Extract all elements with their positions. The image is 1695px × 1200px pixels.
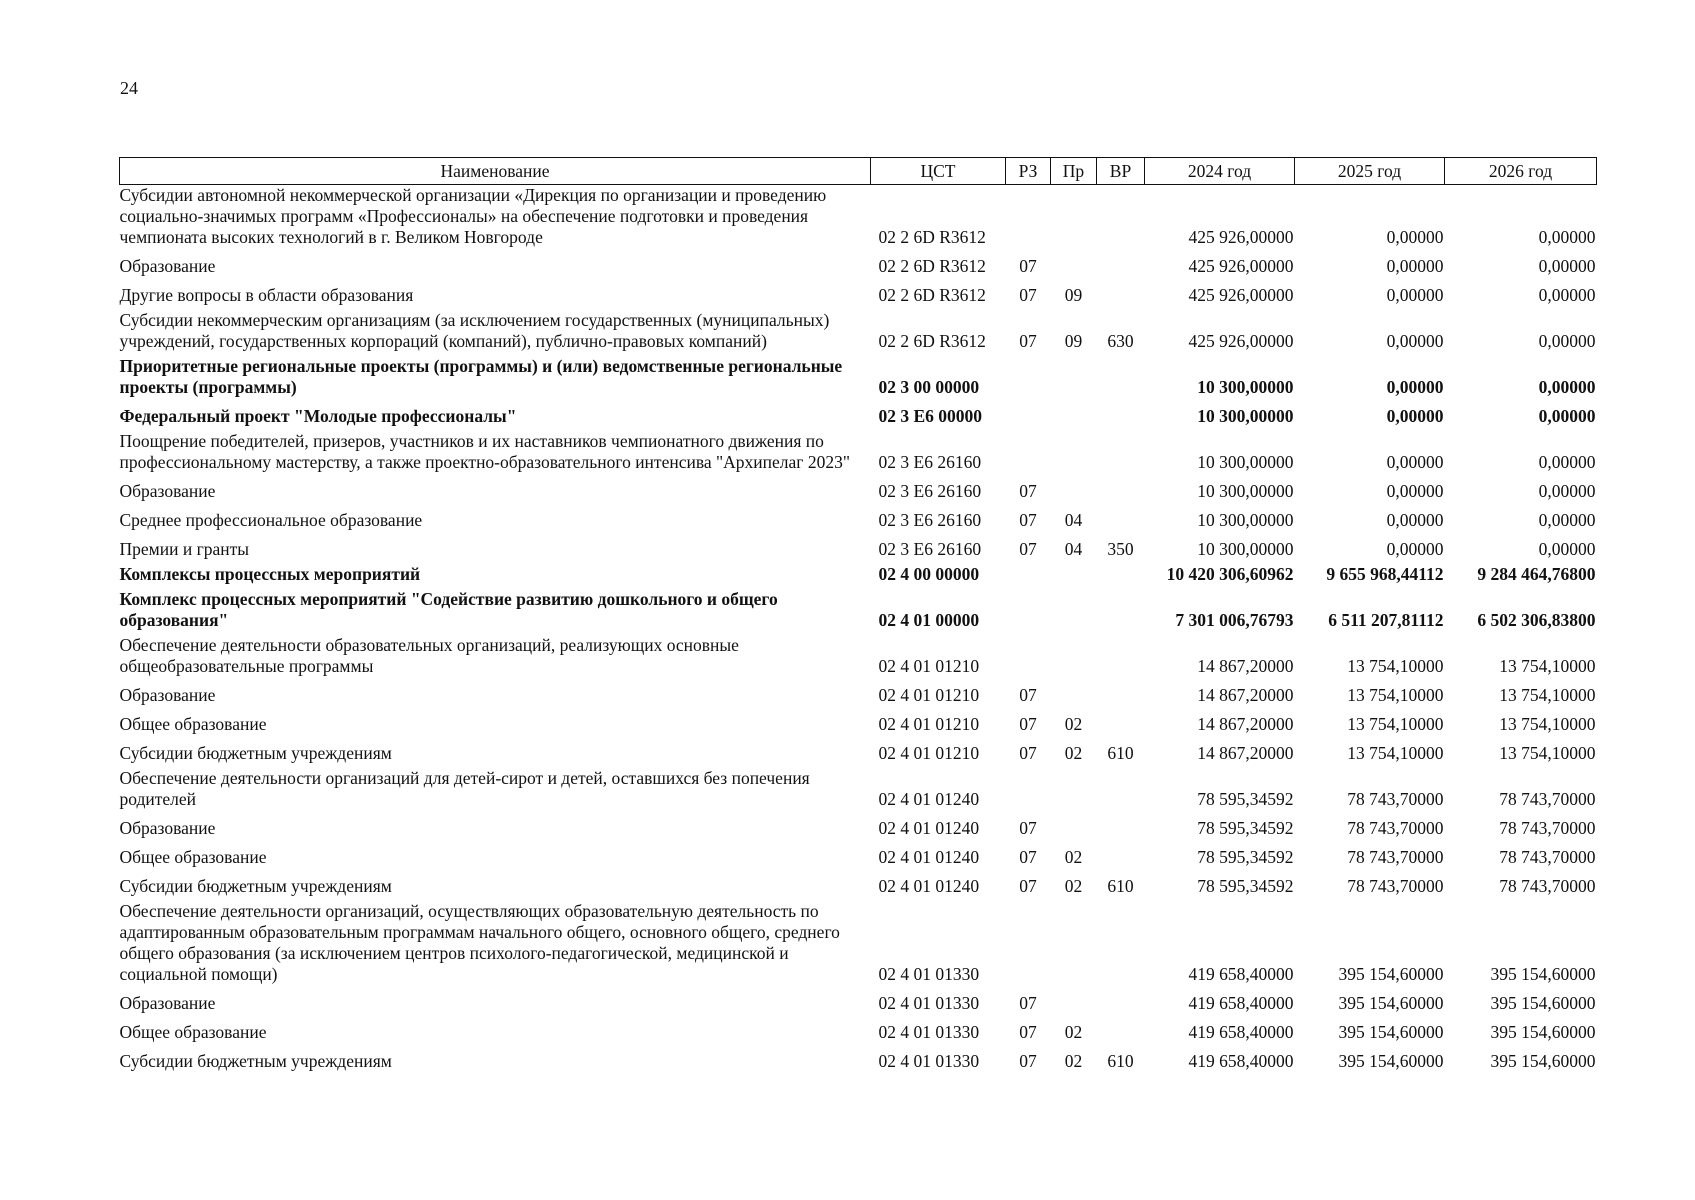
row-cst: 02 3 E6 26160 xyxy=(878,510,982,530)
row-rz: 07 xyxy=(1019,331,1037,351)
row-2026-value: 78 743,70000 xyxy=(1499,876,1596,896)
budget-table-container xyxy=(119,157,1596,1076)
row-2025-value: 0,00000 xyxy=(1386,510,1444,530)
row-name: Обеспечение деятельности образовательных организаций, реализующих основные общеобразовательные программы xyxy=(119,635,739,676)
row-vr xyxy=(1097,402,1145,431)
row-2026-value: 0,00000 xyxy=(1538,377,1596,397)
row-cst: 02 4 01 01240 xyxy=(878,876,980,896)
row-cst: 02 4 01 01210 xyxy=(878,743,980,763)
row-2026-value: 0,00000 xyxy=(1538,510,1596,530)
row-cst: 02 4 01 01240 xyxy=(878,818,980,838)
table-row xyxy=(120,535,1597,564)
row-name: Субсидии автономной некоммерческой организации «Дирекция по организации и проведению социально-значимых программ «Профессионалы» на обеспечение подготовки и проведения чемпионата высоких технологий в г. Великом Новгороде xyxy=(119,185,827,247)
row-pr xyxy=(1051,989,1097,1018)
header-pr: Пр xyxy=(1051,158,1097,185)
row-2025-value: 0,00000 xyxy=(1386,406,1444,426)
row-rz: 07 xyxy=(1019,510,1037,530)
row-2026-value: 0,00000 xyxy=(1538,227,1596,247)
row-pr xyxy=(1051,431,1097,477)
row-2024-value: 78 595,34592 xyxy=(1197,789,1294,809)
table-row xyxy=(120,431,1597,477)
row-vr xyxy=(1097,506,1145,535)
row-2024-value: 419 658,40000 xyxy=(1188,964,1294,984)
header-cst: ЦСТ xyxy=(871,158,1006,185)
row-cst: 02 2 6D R3612 xyxy=(878,256,986,276)
row-2026-value: 6 502 306,83800 xyxy=(1477,610,1596,630)
row-2024-value: 419 658,40000 xyxy=(1188,993,1294,1013)
row-name: Общее образование xyxy=(119,1022,267,1042)
row-name: Премии и гранты xyxy=(119,539,250,559)
row-cst: 02 4 01 01330 xyxy=(878,964,980,984)
row-2025-value: 78 743,70000 xyxy=(1347,876,1444,896)
header-2026: 2026 год xyxy=(1445,158,1597,185)
row-name: Субсидии бюджетным учреждениям xyxy=(119,743,392,763)
table-row xyxy=(120,1047,1597,1076)
row-pr xyxy=(1051,564,1097,589)
row-rz: 07 xyxy=(1019,847,1037,867)
row-name: Приоритетные региональные проекты (программы) и (или) ведомственные региональные проекты (программы) xyxy=(119,356,843,397)
row-pr: 02 xyxy=(1064,1051,1083,1071)
row-rz: 07 xyxy=(1019,285,1037,305)
table-row xyxy=(120,681,1597,710)
table-row xyxy=(120,356,1597,402)
table-row xyxy=(120,739,1597,768)
row-pr: 04 xyxy=(1064,510,1083,530)
row-name: Федеральный проект "Молодые профессионалы" xyxy=(119,406,517,426)
row-2026-value: 0,00000 xyxy=(1538,256,1596,276)
row-2026-value: 395 154,60000 xyxy=(1490,1051,1596,1071)
row-cst: 02 4 01 01240 xyxy=(878,847,980,867)
row-vr xyxy=(1097,477,1145,506)
row-2024-value: 419 658,40000 xyxy=(1188,1051,1294,1071)
row-2026-value: 13 754,10000 xyxy=(1499,685,1596,705)
row-vr: 630 xyxy=(1107,331,1134,351)
row-rz xyxy=(1006,431,1051,477)
row-2024-value: 425 926,00000 xyxy=(1188,331,1294,351)
row-2025-value: 0,00000 xyxy=(1386,227,1444,247)
row-pr: 09 xyxy=(1064,285,1083,305)
row-cst: 02 2 6D R3612 xyxy=(878,227,986,247)
row-2024-value: 14 867,20000 xyxy=(1197,656,1294,676)
row-rz: 07 xyxy=(1019,481,1037,501)
row-2025-value: 6 511 207,81112 xyxy=(1328,610,1444,630)
row-2026-value: 0,00000 xyxy=(1538,406,1596,426)
row-rz: 07 xyxy=(1019,1022,1037,1042)
row-2024-value: 425 926,00000 xyxy=(1188,227,1294,247)
row-2024-value: 10 300,00000 xyxy=(1197,539,1294,559)
table-row xyxy=(120,768,1597,814)
row-2024-value: 14 867,20000 xyxy=(1197,743,1294,763)
table-row xyxy=(120,252,1597,281)
row-vr xyxy=(1097,635,1145,681)
row-vr xyxy=(1097,681,1145,710)
row-2024-value: 10 300,00000 xyxy=(1197,481,1294,501)
row-name: Обеспечение деятельности организаций для детей-сирот и детей, оставшихся без попечения родителей xyxy=(119,768,810,809)
row-2024-value: 78 595,34592 xyxy=(1197,847,1294,867)
row-pr xyxy=(1051,402,1097,431)
row-2026-value: 78 743,70000 xyxy=(1499,818,1596,838)
row-rz: 07 xyxy=(1019,1051,1037,1071)
row-2025-value: 78 743,70000 xyxy=(1347,789,1444,809)
row-2025-value: 395 154,60000 xyxy=(1338,1051,1444,1071)
row-name: Образование xyxy=(119,481,216,501)
row-pr xyxy=(1051,901,1097,989)
header-vr: ВР xyxy=(1097,158,1145,185)
row-name: Субсидии бюджетным учреждениям xyxy=(119,876,392,896)
row-name: Общее образование xyxy=(119,714,267,734)
row-pr xyxy=(1051,589,1097,635)
row-cst: 02 3 E6 26160 xyxy=(878,539,982,559)
row-2026-value: 0,00000 xyxy=(1538,539,1596,559)
row-2025-value: 9 655 968,44112 xyxy=(1326,564,1444,584)
row-2025-value: 0,00000 xyxy=(1386,481,1444,501)
table-row xyxy=(120,710,1597,739)
row-2024-value: 10 420 306,60962 xyxy=(1166,564,1294,584)
row-name: Образование xyxy=(119,685,216,705)
row-2025-value: 395 154,60000 xyxy=(1338,964,1444,984)
row-2024-value: 10 300,00000 xyxy=(1197,377,1294,397)
row-vr xyxy=(1097,185,1145,253)
row-vr xyxy=(1097,281,1145,310)
table-row xyxy=(120,402,1597,431)
row-vr xyxy=(1097,768,1145,814)
row-2024-value: 425 926,00000 xyxy=(1188,285,1294,305)
row-2025-value: 395 154,60000 xyxy=(1338,1022,1444,1042)
row-name: Поощрение победителей, призеров, участников и их наставников чемпионатного движения по профессиональному мастерству, а также проектно-образовательного интенсива "Архипелаг 2023" xyxy=(119,431,850,472)
row-name: Образование xyxy=(119,818,216,838)
row-rz xyxy=(1006,768,1051,814)
header-2025: 2025 год xyxy=(1295,158,1445,185)
row-2026-value: 0,00000 xyxy=(1538,452,1596,472)
row-2026-value: 0,00000 xyxy=(1538,331,1596,351)
row-name: Обеспечение деятельности организаций, осуществляющих образовательную деятельность по адаптированным образовательным программам начального общего, основного общего, среднего общего образования (за исключением центров психолого-педагогической, медицинской и социальной помощи) xyxy=(119,901,840,984)
row-rz: 07 xyxy=(1019,876,1037,896)
table-header xyxy=(120,158,1597,185)
row-pr: 02 xyxy=(1064,847,1083,867)
row-2025-value: 13 754,10000 xyxy=(1347,656,1444,676)
row-rz: 07 xyxy=(1019,685,1037,705)
row-2024-value: 419 658,40000 xyxy=(1188,1022,1294,1042)
row-rz: 07 xyxy=(1019,818,1037,838)
row-rz xyxy=(1006,635,1051,681)
row-rz: 07 xyxy=(1019,993,1037,1013)
row-2026-value: 13 754,10000 xyxy=(1499,743,1596,763)
table-row xyxy=(120,1018,1597,1047)
row-vr: 350 xyxy=(1107,539,1134,559)
table-row xyxy=(120,589,1597,635)
row-vr xyxy=(1097,1018,1145,1047)
row-2026-value: 13 754,10000 xyxy=(1499,714,1596,734)
row-name: Субсидии бюджетным учреждениям xyxy=(119,1051,392,1071)
row-name: Комплексы процессных мероприятий xyxy=(119,564,421,584)
row-pr xyxy=(1051,252,1097,281)
row-2026-value: 0,00000 xyxy=(1538,285,1596,305)
table-row xyxy=(120,506,1597,535)
row-cst: 02 3 E6 26160 xyxy=(878,481,982,501)
table-row xyxy=(120,185,1597,253)
row-vr xyxy=(1097,989,1145,1018)
row-pr xyxy=(1051,681,1097,710)
row-2024-value: 14 867,20000 xyxy=(1197,685,1294,705)
row-cst: 02 4 01 01330 xyxy=(878,1022,980,1042)
row-name: Образование xyxy=(119,256,216,276)
row-pr xyxy=(1051,356,1097,402)
row-2025-value: 0,00000 xyxy=(1386,452,1444,472)
row-pr: 04 xyxy=(1064,539,1083,559)
row-cst: 02 3 E6 00000 xyxy=(878,406,983,426)
row-name: Среднее профессиональное образование xyxy=(119,510,423,530)
row-vr xyxy=(1097,589,1145,635)
row-2025-value: 13 754,10000 xyxy=(1347,743,1444,763)
row-vr xyxy=(1097,814,1145,843)
row-rz xyxy=(1006,402,1051,431)
row-2024-value: 78 595,34592 xyxy=(1197,876,1294,896)
row-pr xyxy=(1051,635,1097,681)
row-vr xyxy=(1097,564,1145,589)
row-2026-value: 78 743,70000 xyxy=(1499,789,1596,809)
row-cst: 02 4 01 01210 xyxy=(878,714,980,734)
row-pr: 02 xyxy=(1064,714,1083,734)
table-row xyxy=(120,635,1597,681)
row-cst: 02 4 01 01330 xyxy=(878,993,980,1013)
row-cst: 02 3 E6 26160 xyxy=(878,452,982,472)
row-cst: 02 4 01 01240 xyxy=(878,789,980,809)
table-row xyxy=(120,310,1597,356)
page-number: 24 xyxy=(120,78,138,98)
row-pr: 02 xyxy=(1064,1022,1083,1042)
row-pr xyxy=(1051,477,1097,506)
row-2026-value: 395 154,60000 xyxy=(1490,1022,1596,1042)
table-body xyxy=(120,185,1597,1077)
row-2025-value: 0,00000 xyxy=(1386,539,1444,559)
row-cst: 02 2 6D R3612 xyxy=(878,285,986,305)
row-cst: 02 4 01 01210 xyxy=(878,685,980,705)
row-2024-value: 7 301 006,76793 xyxy=(1175,610,1294,630)
row-2025-value: 0,00000 xyxy=(1386,331,1444,351)
row-pr xyxy=(1051,768,1097,814)
row-name: Другие вопросы в области образования xyxy=(119,285,414,305)
row-rz: 07 xyxy=(1019,256,1037,276)
header-name: Наименование xyxy=(120,158,871,185)
table-row xyxy=(120,814,1597,843)
row-vr xyxy=(1097,901,1145,989)
row-2026-value: 395 154,60000 xyxy=(1490,964,1596,984)
row-rz: 07 xyxy=(1019,714,1037,734)
table-row xyxy=(120,843,1597,872)
row-2024-value: 78 595,34592 xyxy=(1197,818,1294,838)
row-2025-value: 78 743,70000 xyxy=(1347,847,1444,867)
row-2024-value: 10 300,00000 xyxy=(1197,510,1294,530)
row-cst: 02 3 00 00000 xyxy=(878,377,980,397)
row-vr: 610 xyxy=(1107,876,1134,896)
row-cst: 02 4 01 00000 xyxy=(878,610,980,630)
row-2025-value: 0,00000 xyxy=(1386,256,1444,276)
table-row xyxy=(120,989,1597,1018)
row-2025-value: 0,00000 xyxy=(1386,285,1444,305)
header-rz: РЗ xyxy=(1006,158,1051,185)
row-cst: 02 4 01 01330 xyxy=(878,1051,980,1071)
row-cst: 02 4 00 00000 xyxy=(878,564,980,584)
budget-table xyxy=(119,157,1597,1076)
row-pr xyxy=(1051,814,1097,843)
row-name: Субсидии некоммерческим организациям (за исключением государственных (муниципальных) учреждений, государственных корпораций (компаний), публично-правовых компаний) xyxy=(119,310,830,351)
row-rz xyxy=(1006,356,1051,402)
row-cst: 02 2 6D R3612 xyxy=(878,331,986,351)
row-name: Образование xyxy=(119,993,216,1013)
row-vr xyxy=(1097,843,1145,872)
row-rz xyxy=(1006,564,1051,589)
row-2025-value: 13 754,10000 xyxy=(1347,685,1444,705)
header-2024: 2024 год xyxy=(1145,158,1295,185)
row-vr: 610 xyxy=(1107,1051,1134,1071)
row-2026-value: 395 154,60000 xyxy=(1490,993,1596,1013)
row-rz: 07 xyxy=(1019,743,1037,763)
row-vr: 610 xyxy=(1107,743,1134,763)
row-rz: 07 xyxy=(1019,539,1037,559)
row-name: Комплекс процессных мероприятий "Содействие развитию дошкольного и общего образования" xyxy=(119,589,778,630)
row-pr: 09 xyxy=(1064,331,1083,351)
table-row xyxy=(120,901,1597,989)
table-row xyxy=(120,872,1597,901)
row-cst: 02 4 01 01210 xyxy=(878,656,980,676)
row-2026-value: 9 284 464,76800 xyxy=(1477,564,1596,584)
row-pr xyxy=(1051,185,1097,253)
row-vr xyxy=(1097,710,1145,739)
row-2024-value: 10 300,00000 xyxy=(1197,406,1294,426)
row-2024-value: 14 867,20000 xyxy=(1197,714,1294,734)
row-rz xyxy=(1006,589,1051,635)
row-rz xyxy=(1006,185,1051,253)
row-vr xyxy=(1097,252,1145,281)
row-2025-value: 0,00000 xyxy=(1386,377,1444,397)
row-2025-value: 13 754,10000 xyxy=(1347,714,1444,734)
row-2025-value: 78 743,70000 xyxy=(1347,818,1444,838)
row-name: Общее образование xyxy=(119,847,267,867)
row-2026-value: 78 743,70000 xyxy=(1499,847,1596,867)
row-rz xyxy=(1006,901,1051,989)
row-pr: 02 xyxy=(1064,876,1083,896)
table-row xyxy=(120,281,1597,310)
row-2026-value: 0,00000 xyxy=(1538,481,1596,501)
row-2025-value: 395 154,60000 xyxy=(1338,993,1444,1013)
table-row xyxy=(120,477,1597,506)
row-pr: 02 xyxy=(1064,743,1083,763)
row-vr xyxy=(1097,431,1145,477)
row-vr xyxy=(1097,356,1145,402)
row-2026-value: 13 754,10000 xyxy=(1499,656,1596,676)
table-row xyxy=(120,564,1597,589)
row-2024-value: 425 926,00000 xyxy=(1188,256,1294,276)
row-2024-value: 10 300,00000 xyxy=(1197,452,1294,472)
